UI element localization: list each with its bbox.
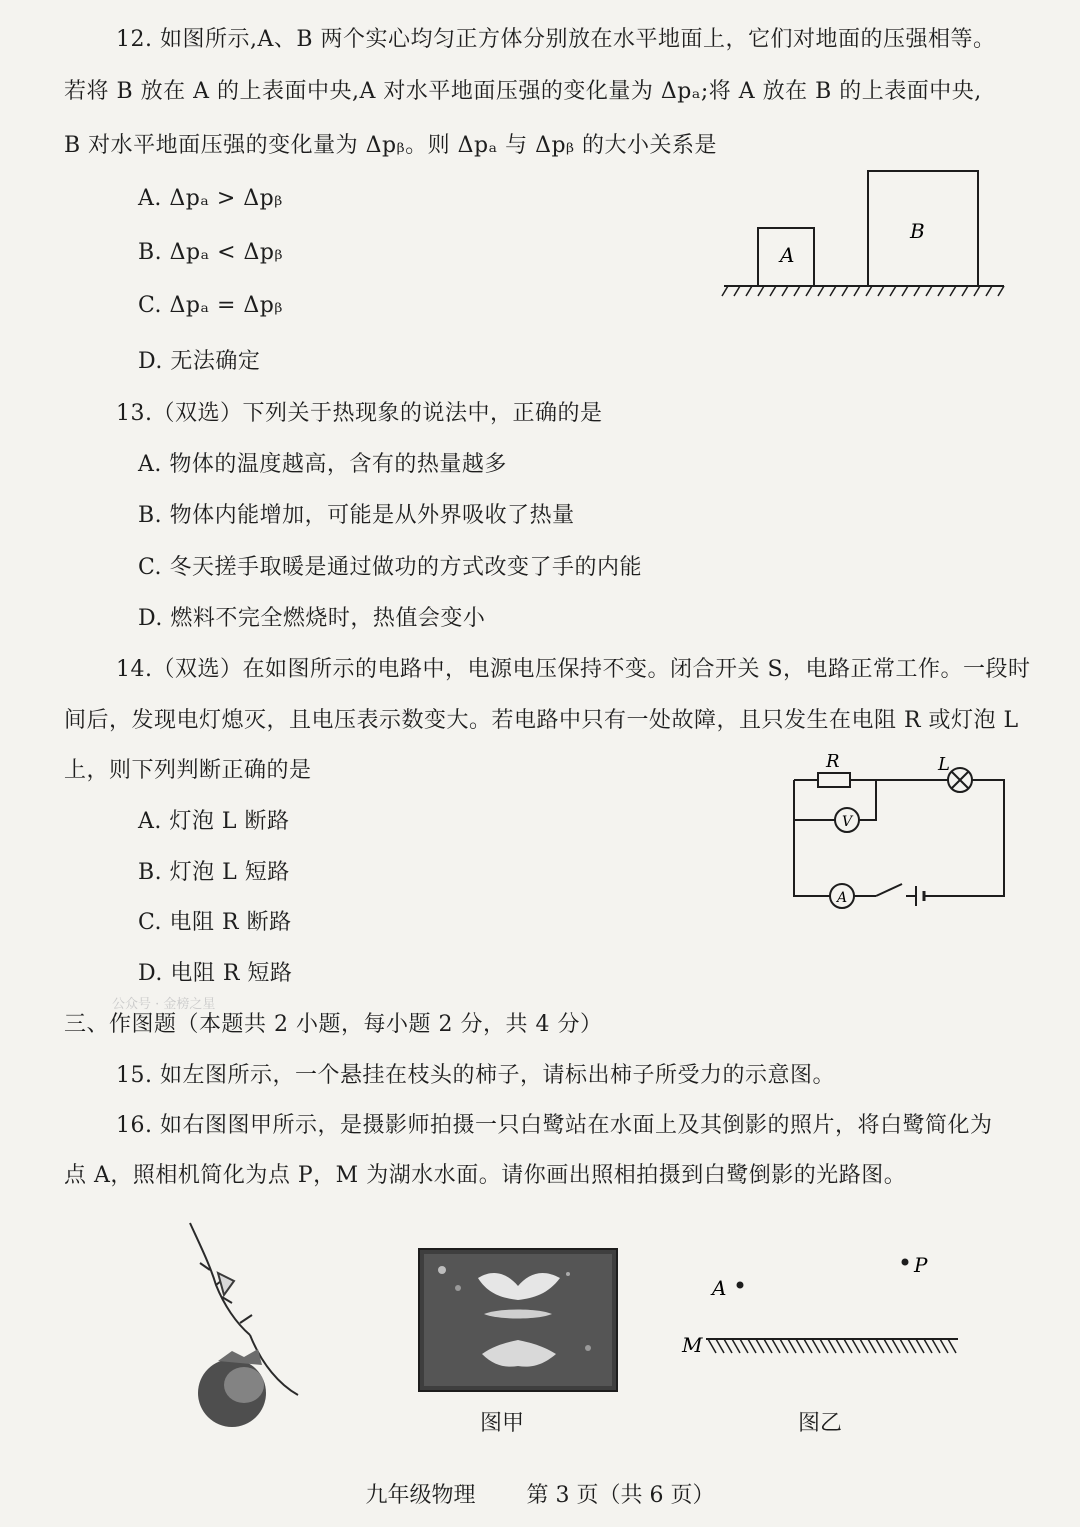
q14-line2: 间后，发现电灯熄灭，且电压表示数变大。若电路中只有一处故障，且只发生在电阻 R 或灯泡 L — [64, 708, 1019, 733]
q14-option-a: A. 灯泡 L 断路 — [138, 809, 290, 834]
egret-photo — [418, 1248, 618, 1392]
point-p — [902, 1259, 909, 1266]
q12-option-d: D. 无法确定 — [138, 349, 261, 374]
page-footer — [0, 1478, 1080, 1509]
q13-option-d: D. 燃料不完全燃烧时，热值会变小 — [138, 606, 486, 631]
point-p-label: P — [914, 1253, 928, 1277]
q14-option-d: D. 电阻 R 短路 — [138, 961, 293, 986]
ground-hatch — [722, 286, 1004, 296]
q12-line2: 若将 B 放在 A 的上表面中央,A 对水平地面压强的变化量为 Δpₐ;将 A 放在 B 的上表面中央, — [64, 79, 982, 104]
q12-option-b: B. Δpₐ < Δpᵦ — [138, 240, 284, 265]
q12-blocks-figure — [718, 165, 1018, 305]
q13-stem: 13.（双选）下列关于热现象的说法中，正确的是 — [116, 401, 603, 426]
wire-voltmeter-right — [859, 780, 876, 820]
ammeter-label: A — [837, 890, 848, 906]
footer-page-number: 第 3 页（共 6 页） — [526, 1483, 715, 1508]
persimmon-figure — [180, 1215, 320, 1445]
q14-option-c: C. 电阻 R 断路 — [138, 910, 292, 935]
mirror-m-label: M — [682, 1333, 703, 1357]
leaf — [218, 1273, 234, 1295]
q13-option-c: C. 冬天搓手取暖是通过做功的方式改变了手的内能 — [138, 555, 643, 580]
q15-stem: 15. 如左图所示，一个悬挂在枝头的柿子，请标出柿子所受力的示意图。 — [116, 1063, 835, 1088]
q14-line3: 上，则下列判断正确的是 — [64, 758, 312, 783]
q14-option-b: B. 灯泡 L 短路 — [138, 860, 290, 885]
section3-heading: 三、作图题（本题共 2 小题，每小题 2 分，共 4 分） — [64, 1012, 603, 1037]
q14-circuit-diagram — [780, 750, 1020, 930]
footer-subject: 九年级物理 — [365, 1483, 476, 1508]
q16-line1: 16. 如右图图甲所示，是摄影师拍摄一只白鹭站在水面上及其倒影的照片，将白鹭简化为 — [116, 1113, 993, 1138]
water-hatch — [708, 1339, 956, 1353]
point-a — [737, 1282, 744, 1289]
caption-jia: 图甲 — [480, 1411, 525, 1436]
lamp-label: L — [938, 754, 950, 775]
q14-line1: 14.（双选）在如图所示的电路中，电源电压保持不变。闭合开关 S，电路正常工作。一段时 — [116, 657, 1031, 682]
point-a-label: A — [712, 1276, 727, 1300]
block-a-label: A — [780, 243, 795, 267]
block-b-label: B — [910, 219, 925, 243]
wire-right — [932, 780, 1004, 896]
q12-option-c: C. Δpₐ = Δpᵦ — [138, 293, 283, 318]
resistor-r — [818, 773, 850, 787]
caption-yi: 图乙 — [798, 1411, 843, 1436]
q16-line2: 点 A，照相机简化为点 P，M 为湖水水面。请你画出照相拍摄到白鹭倒影的光路图。 — [64, 1163, 907, 1188]
voltmeter-label: V — [842, 814, 853, 830]
q12-line3: B 对水平地面压强的变化量为 Δpᵦ。则 Δpₐ 与 Δpᵦ 的大小关系是 — [64, 133, 718, 158]
resistor-label: R — [826, 751, 840, 772]
watermark: 公众号 · 金榜之星 — [112, 997, 216, 1012]
wire-left — [794, 780, 830, 896]
q13-option-b: B. 物体内能增加，可能是从外界吸收了热量 — [138, 503, 575, 528]
q12-option-a: A. Δpₐ > Δpᵦ — [138, 186, 283, 211]
q13-option-a: A. 物体的温度越高，含有的热量越多 — [138, 452, 507, 477]
q12-line1: 12. 如图所示,A、B 两个实心均匀正方体分别放在水平地面上，它们对地面的压强相等。 — [116, 27, 996, 52]
light-path-figure — [676, 1245, 966, 1375]
switch-s — [876, 884, 902, 896]
